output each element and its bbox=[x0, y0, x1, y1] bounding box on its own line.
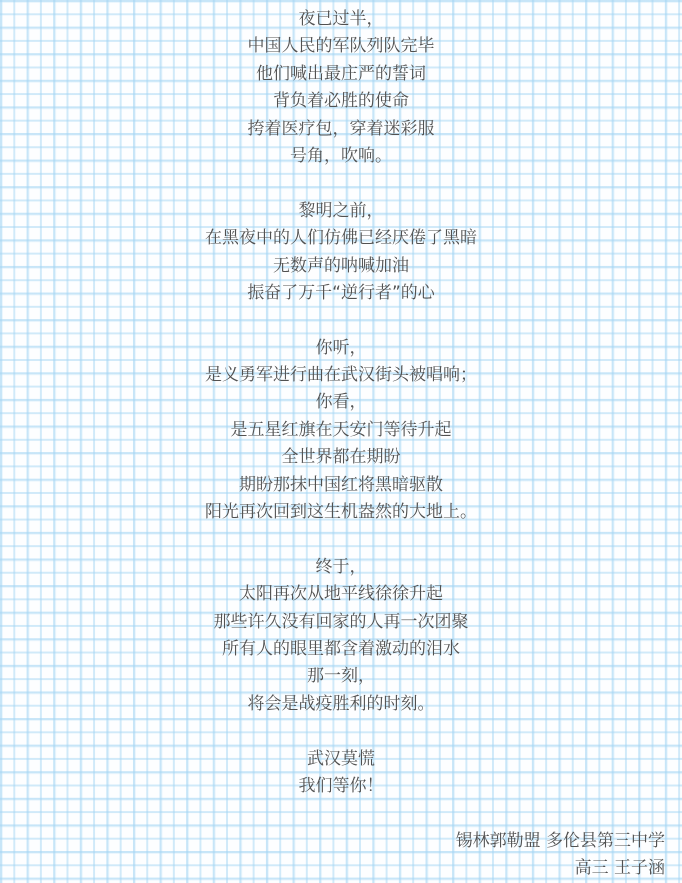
signature-author: 高三 王子涵 bbox=[574, 858, 665, 879]
poem-line: 期盼那抹中国红将黑暗驱散 bbox=[239, 474, 443, 495]
poem-line: 他们喊出最庄严的誓词 bbox=[256, 63, 426, 84]
poem-line: 你看， bbox=[315, 392, 367, 413]
stanza-3 bbox=[0, 335, 682, 527]
poem-line: 太阳再次从地平线徐徐升起 bbox=[239, 584, 443, 605]
signature bbox=[0, 828, 682, 883]
poem-line: 中国人民的军队列队完毕 bbox=[247, 36, 435, 57]
poem-line: 挎着医疗包，穿着迷彩服 bbox=[247, 118, 435, 139]
signature-school: 锡林郭勒盟 多伦县第三中学 bbox=[455, 830, 665, 851]
poem-line: 我们等你！ bbox=[298, 775, 384, 796]
poem-line: 全世界都在期盼 bbox=[281, 447, 401, 468]
poem-line: 号角，吹响。 bbox=[290, 145, 392, 166]
poem-line: 是五星红旗在天安门等待升起 bbox=[230, 419, 452, 440]
poem-line: 那些许久没有回家的人再一次团聚 bbox=[213, 611, 469, 632]
poem-line: 终于， bbox=[315, 556, 367, 577]
poem-line: 无数声的呐喊加油 bbox=[273, 255, 409, 276]
poem-line: 夜已过半， bbox=[298, 9, 384, 29]
poem-line: 背负着必胜的使命 bbox=[273, 91, 409, 112]
poem-line: 你听， bbox=[315, 337, 367, 358]
stanza-5 bbox=[0, 746, 682, 801]
poem-line: 那一刻， bbox=[307, 666, 375, 687]
poem-line: 阳光再次回到这生机盎然的大地上。 bbox=[205, 502, 477, 523]
stanza-2 bbox=[0, 198, 682, 308]
poem-line: 振奋了万千“逆行者”的心 bbox=[247, 282, 435, 303]
stanza-4 bbox=[0, 554, 682, 718]
poem-line: 所有人的眼里都含着激动的泪水 bbox=[222, 638, 460, 659]
stanza-1 bbox=[0, 6, 682, 170]
poem-line: 武汉莫慌 bbox=[307, 748, 375, 769]
poem-line: 黎明之前， bbox=[298, 200, 384, 221]
poem-line: 将会是战疫胜利的时刻。 bbox=[247, 693, 435, 714]
poem-line: 在黑夜中的人们仿佛已经厌倦了黑暗 bbox=[205, 228, 477, 249]
poem-line: 是义勇军进行曲在武汉街头被唱响； bbox=[205, 365, 477, 386]
